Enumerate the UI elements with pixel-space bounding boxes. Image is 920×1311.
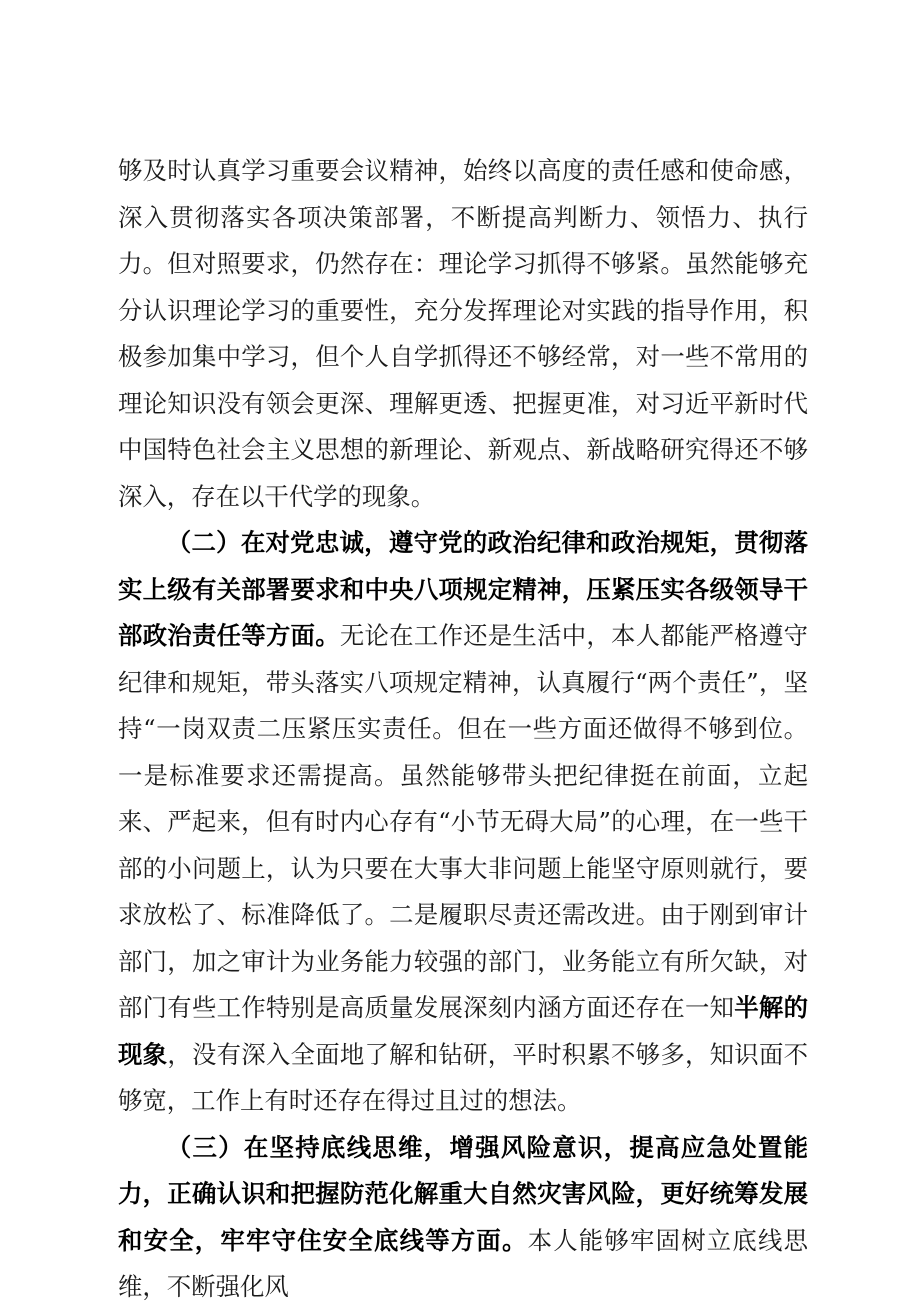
document-body (118, 148, 808, 1311)
paragraph-2-body: 无论在工作还是生活中，本人都能严格遵守纪律和规矩，带头落实八项规定精神，认真履行“两个责任”，坚持“一岗双责二压紧压实责任。但在一些方面还做得不够到位。一是标准要求还需提高。虽然能够带头把纪律挺在前面，立起来、严起来，但有时内心存有“小节无碍大局”的心理，在一些干部的小问题上，认为只要在大事大非问题上能坚守原则就行，要求放松了、标准降低了。二是履职尽责还需改进。由于刚到审计部门，加之审计为业务能力较强的部门，业务能立有所欠缺，对部门有些工作特别是高质量发展深刻内涵方面还存在一知 (118, 621, 808, 1022)
paragraph-2 (118, 520, 808, 1125)
paragraph-1-body: 够及时认真学习重要会议精神，始终以高度的责任感和使命感，深入贯彻落实各项决策部署，不断提高判断力、领悟力、执行力。但对照要求，仍然存在：理论学习抓得不够紧。虽然能够充分认识理论学习的重要性，充分发挥理论对实践的指导作用，积极参加集中学习，但个人自学抓得还不够经常，对一些不常用的理论知识没有领会更深、理解更透、把握更准，对习近平新时代中国特色社会主义思想的新理论、新观点、新战略研究得还不够深入，存在以干代学的现象。 (118, 156, 808, 511)
paragraph-3-heading: （三）在坚持底线思维，增强风险意识，提高应急处置能力，正确认识和把握防范化解重大自然灾害风险，更好统筹发展和安全，牢牢守住安全底线等方面。 (118, 1132, 808, 1255)
paragraph-2-tail: ，没有深入全面地了解和钻研，平时积累不够多，知识面不够宽，工作上有时还存在得过且过的想法。 (118, 1039, 808, 1115)
paragraph-3 (118, 1125, 808, 1311)
paragraph-2-bold-phrase: 半解的现象 (118, 993, 808, 1069)
paragraph-2-heading: （二）在对党忠诚，遵守党的政治纪律和政治规矩，贯彻落实上级有关部署要求和中央八项规定精神，压紧压实各级领导干部政治责任等方面。 (118, 528, 808, 650)
paragraph-1 (118, 148, 808, 520)
paragraph-3-body: 本人能够牢固树立底线思维，不断强化风 (118, 1225, 808, 1301)
